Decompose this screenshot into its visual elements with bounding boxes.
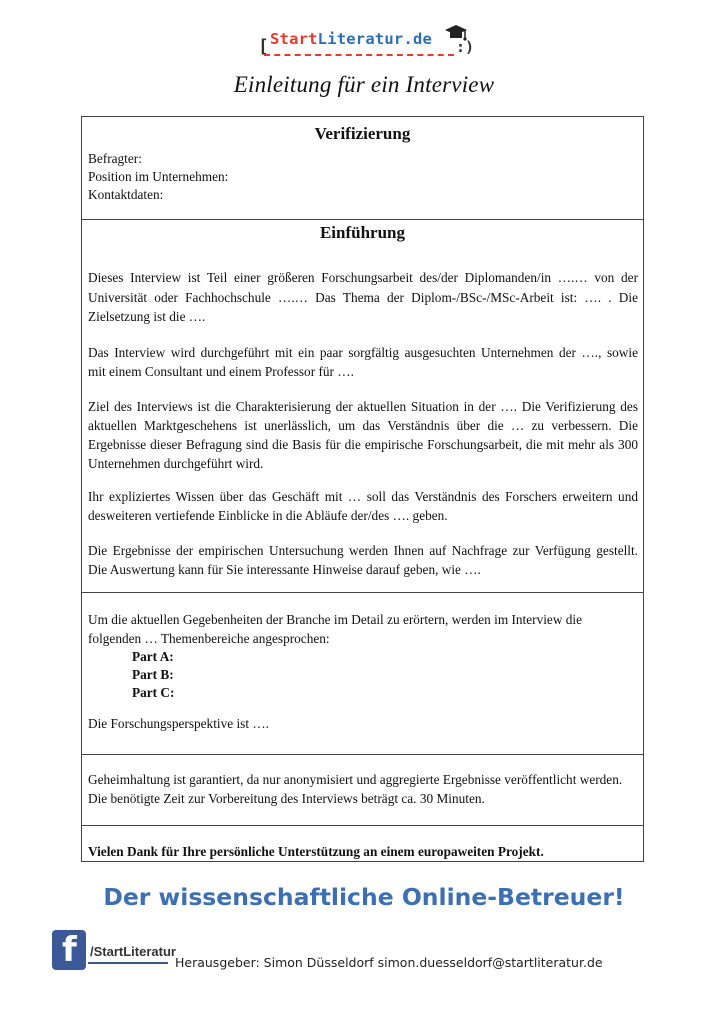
facebook-icon[interactable] [52, 930, 86, 970]
paragraph-line: Dieses Interview ist Teil einer größeren Forschungsarbeit des/der Diplomanden/in ….… von der [88, 270, 638, 285]
paragraph-line: Geheimhaltung ist garantiert, da nur anonymisiert und aggregierte Ergebnisse veröffentlicht werden. [88, 772, 623, 787]
table-divider [82, 754, 643, 755]
field-befragter: Befragter: [88, 151, 142, 166]
startliteratur-logo [258, 22, 473, 58]
part-a-label: Part A: [132, 649, 174, 664]
paragraph-line: Ergebnisse dieser Befragung sind die Basis für die empirische Forschungsarbeit, die mit mehr als 300 [88, 437, 638, 452]
facebook-handle[interactable]: /StartLiteratur [90, 944, 176, 959]
paragraph-line: mit einem Consultant und einem Professor für …. [88, 364, 354, 379]
field-position: Position im Unternehmen: [88, 169, 229, 184]
publisher-line: Herausgeber: Simon Düsseldorf simon.duesseldorf@startliteratur.de [175, 955, 603, 970]
paragraph-line: Ziel des Interviews ist die Charakterisierung der aktuellen Situation in der …. Die Verifizierung des [88, 399, 638, 414]
table-divider [82, 219, 643, 220]
table-divider [82, 825, 643, 826]
paragraph-line: Die Auswertung kann für Sie interessante Hinweise darauf geben, wie …. [88, 562, 481, 577]
paragraph-line: Die Ergebnisse der empirischen Untersuchung werden Ihnen auf Nachfrage zur Verfügung gestellt. [88, 543, 638, 558]
table-divider [82, 592, 643, 593]
logo-text [270, 30, 432, 48]
paragraph-line: desweiteren vertiefende Einblicke in die Abläufe der/des …. geben. [88, 508, 448, 523]
slogan: Der wissenschaftliche Online-Betreuer! [103, 883, 625, 911]
paragraph-line: Unternehmen durchgeführt wird. [88, 456, 264, 471]
paragraph-line: Zielsetzung ist die …. [88, 309, 206, 324]
paragraph-line: Ihr expliziertes Wissen über das Geschäft mit … soll das Verständnis des Forschers erweitern und [88, 489, 638, 504]
document-title: Einleitung für ein Interview [233, 72, 495, 97]
logo-dashed-underline [264, 54, 454, 56]
facebook-underline [88, 962, 168, 964]
forschungsperspektive: Die Forschungsperspektive ist …. [88, 716, 269, 731]
facebook-letter: f [62, 930, 77, 970]
thank-you-line: Vielen Dank für Ihre persönliche Unterstützung an einem europaweiten Projekt. [88, 844, 544, 859]
interview-table [81, 116, 644, 862]
paragraph-line: Die benötigte Zeit zur Vorbereitung des Interviews beträgt ca. 30 Minuten. [88, 791, 485, 806]
verifizierung-heading: Verifizierung [314, 124, 411, 143]
logo-start: Start [270, 30, 318, 48]
paragraph-line: Um die aktuellen Gegebenheiten der Branche im Detail zu erörtern, werden im Interview die [88, 612, 582, 627]
field-kontaktdaten: Kontaktdaten: [88, 187, 164, 202]
logo-rest: Literatur.de [317, 30, 433, 48]
paragraph-line: Das Interview wird durchgeführt mit ein paar sorgfältig ausgesuchten Unternehmen der …., sowie [88, 345, 638, 360]
part-c-label: Part C: [132, 685, 175, 700]
part-b-label: Part B: [132, 667, 174, 682]
logo-smiley: :) [456, 38, 475, 56]
paragraph-line: aktuellen Marktgeschehens ist unerlässlich, um das Verständnis über die … zu verbessern. Die [88, 418, 638, 433]
paragraph-line: Universität oder Fachhochschule ….… Das Thema der Diplom-/BSc-/MSc-Arbeit ist: …. . Die [88, 290, 638, 305]
einfuehrung-heading: Einführung [319, 223, 406, 242]
paragraph-line: folgenden … Themenbereiche angesprochen: [88, 631, 330, 646]
logo-bracket: [ [258, 36, 269, 57]
